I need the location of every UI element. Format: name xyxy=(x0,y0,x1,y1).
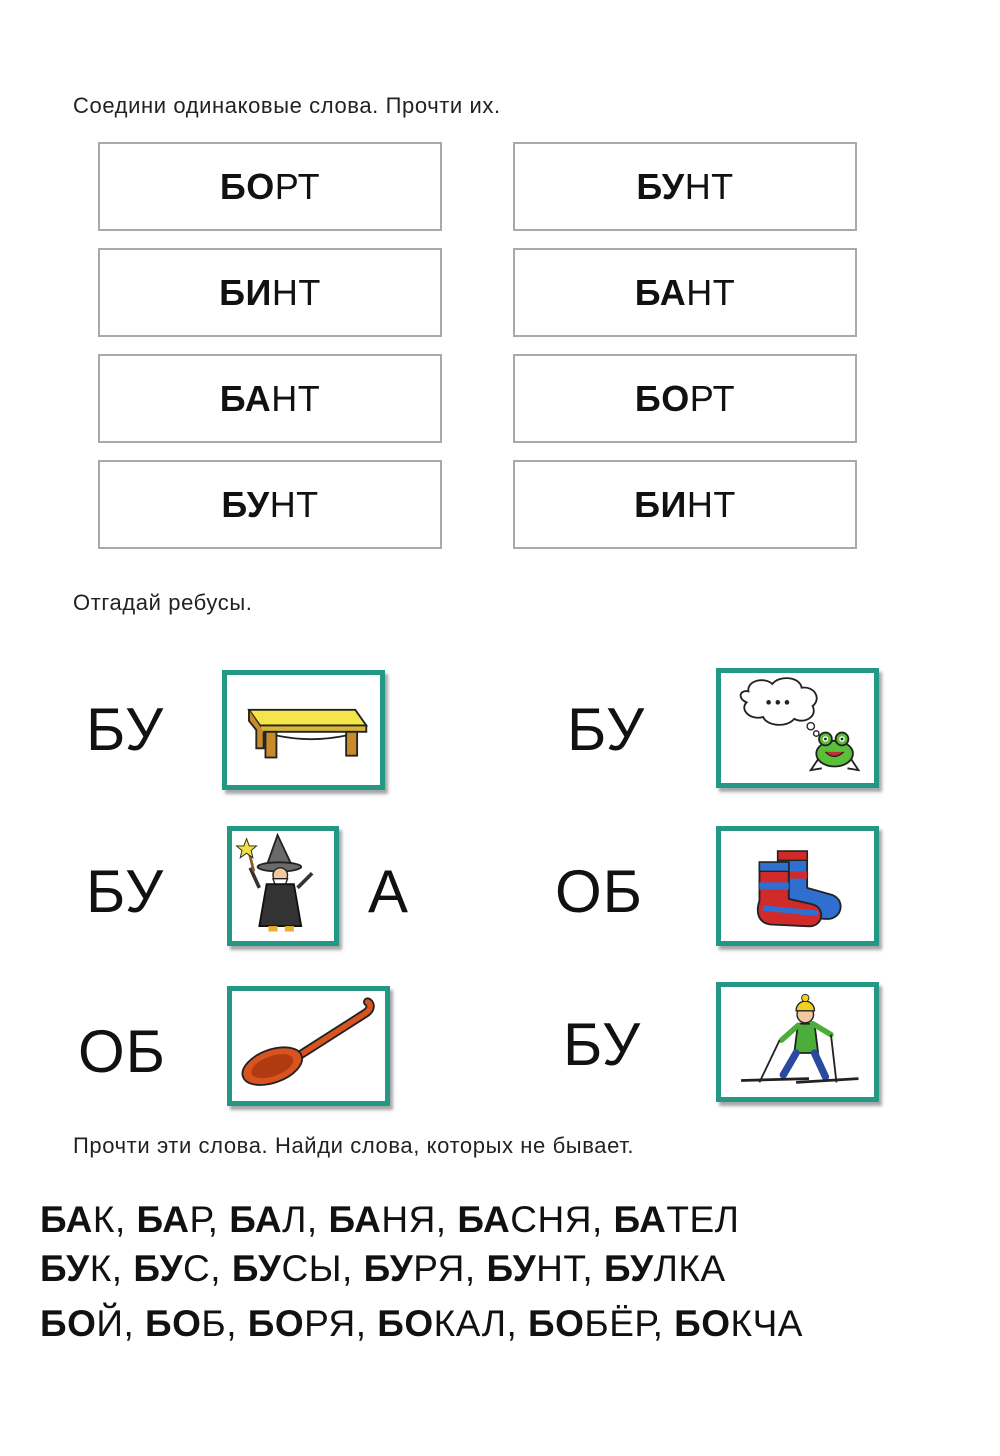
rebus-picture-frame xyxy=(716,668,879,788)
word-bold-part: БУ xyxy=(40,1248,90,1289)
comma-separator: , xyxy=(464,1248,487,1289)
rebus-prefix: БУ xyxy=(563,1011,642,1078)
rebus-picture-frame xyxy=(227,986,390,1106)
rebus-picture-frame xyxy=(222,670,385,790)
word-rest-part: СНЯ xyxy=(510,1199,592,1240)
rebus-prefix: БУ xyxy=(567,696,646,763)
instruction-connect: Соедини одинаковые слова. Прочти их. xyxy=(73,93,501,118)
word-rest-part: НЯ xyxy=(381,1199,436,1240)
word-rest-part: НТ xyxy=(271,377,321,419)
word-bold-part: БА xyxy=(457,1199,511,1240)
word-item[interactable] xyxy=(248,1303,356,1344)
comma-separator: , xyxy=(591,1199,614,1240)
comma-separator: , xyxy=(435,1199,458,1240)
word-rest-part: ЛКА xyxy=(653,1248,726,1289)
rebus-picture-frame xyxy=(716,982,879,1102)
rebus-suffix: А xyxy=(368,858,410,925)
comma-separator: , xyxy=(342,1248,364,1289)
comma-separator: , xyxy=(210,1248,232,1289)
comma-separator: , xyxy=(226,1303,248,1344)
word-line-2 xyxy=(40,1250,726,1287)
word-bold-part: БО xyxy=(40,1303,97,1344)
word-bold-part: БИ xyxy=(634,483,687,525)
word-rest-part: НТ xyxy=(536,1248,583,1289)
word-bold-part: БУ xyxy=(486,1248,537,1289)
rebus-prefix: БУ xyxy=(86,858,165,925)
word-line-1 xyxy=(40,1201,739,1238)
word-item[interactable] xyxy=(137,1199,208,1240)
comma-separator: , xyxy=(306,1199,329,1240)
word-item[interactable] xyxy=(133,1248,210,1289)
word-item[interactable] xyxy=(377,1303,506,1344)
rebus-prefix: ОБ xyxy=(555,858,644,925)
comma-separator: , xyxy=(123,1303,146,1344)
word-bold-part: БО xyxy=(674,1303,731,1344)
word-bold-part: БА xyxy=(229,1199,283,1240)
rebus-prefix: ОБ xyxy=(78,1018,167,1085)
rebus-prefix: БУ xyxy=(86,696,165,763)
word-box-right-3[interactable] xyxy=(513,354,857,443)
comma-separator: , xyxy=(111,1248,134,1289)
word-rest-part: К xyxy=(89,1248,112,1289)
word-rest-part: Й xyxy=(96,1303,124,1344)
word-box-right-4[interactable] xyxy=(513,460,857,549)
word-item[interactable] xyxy=(614,1199,740,1240)
comma-separator: , xyxy=(114,1199,137,1240)
comma-separator: , xyxy=(355,1303,378,1344)
word-rest-part: НТ xyxy=(684,165,734,207)
word-bold-part: БО xyxy=(377,1303,434,1344)
comma-separator: , xyxy=(207,1199,230,1240)
word-bold-part: БО xyxy=(247,1303,305,1344)
word-line-3 xyxy=(40,1305,803,1342)
word-rest-part: РЯ xyxy=(413,1248,465,1289)
wizard-icon xyxy=(232,831,334,941)
word-item[interactable] xyxy=(232,1248,342,1289)
word-item[interactable] xyxy=(528,1303,653,1344)
bench-icon xyxy=(227,675,380,785)
word-bold-part: БУ xyxy=(231,1248,282,1289)
word-rest-part: РЯ xyxy=(304,1303,356,1344)
word-rest-part: НТ xyxy=(269,483,319,525)
socks-icon xyxy=(721,831,874,941)
word-bold-part: БО xyxy=(528,1303,585,1344)
word-bold-part: БА xyxy=(634,271,687,313)
word-bold-part: БО xyxy=(634,377,690,419)
word-item[interactable] xyxy=(674,1303,803,1344)
word-bold-part: БУ xyxy=(636,165,685,207)
word-rest-part: СЫ xyxy=(281,1248,343,1289)
word-rest-part: БЁР xyxy=(584,1303,653,1344)
word-bold-part: БУ xyxy=(603,1248,654,1289)
word-bold-part: БА xyxy=(613,1199,667,1240)
instruction-read: Прочти эти слова. Найди слова, которых не бывает. xyxy=(73,1133,635,1158)
word-box-left-3[interactable] xyxy=(98,354,442,443)
word-rest-part: НТ xyxy=(686,271,736,313)
word-rest-part: РТ xyxy=(689,377,736,419)
word-rest-part: ТЕЛ xyxy=(666,1199,740,1240)
word-bold-part: БА xyxy=(40,1199,93,1240)
skier-icon xyxy=(721,987,874,1097)
word-box-left-1[interactable] xyxy=(98,142,442,231)
word-rest-part: Л xyxy=(282,1199,307,1240)
word-bold-part: БИ xyxy=(219,271,272,313)
frog-thought-bubble-icon xyxy=(721,673,874,783)
rebus-picture-frame xyxy=(227,826,339,946)
word-item[interactable] xyxy=(40,1303,123,1344)
word-box-left-2[interactable] xyxy=(98,248,442,337)
word-item[interactable] xyxy=(145,1303,226,1344)
word-bold-part: БУ xyxy=(133,1248,184,1289)
word-rest-part: НТ xyxy=(686,483,736,525)
word-box-right-2[interactable] xyxy=(513,248,857,337)
word-rest-part: К xyxy=(92,1199,115,1240)
comma-separator: , xyxy=(506,1303,529,1344)
word-bold-part: БА xyxy=(328,1199,382,1240)
word-item[interactable] xyxy=(486,1248,582,1289)
word-bold-part: БА xyxy=(136,1199,190,1240)
rebus-picture-frame xyxy=(716,826,879,946)
word-rest-part: КЧА xyxy=(730,1303,803,1344)
word-item[interactable] xyxy=(40,1248,112,1289)
word-bold-part: БА xyxy=(219,377,272,419)
comma-separator: , xyxy=(652,1303,675,1344)
word-bold-part: БО xyxy=(219,165,275,207)
word-box-right-1[interactable] xyxy=(513,142,857,231)
word-rest-part: КАЛ xyxy=(433,1303,507,1344)
word-item[interactable] xyxy=(604,1248,726,1289)
word-item[interactable] xyxy=(328,1199,435,1240)
word-bold-part: БУ xyxy=(221,483,270,525)
word-rest-part: Б xyxy=(201,1303,227,1344)
word-item[interactable] xyxy=(40,1199,115,1240)
word-item[interactable] xyxy=(229,1199,307,1240)
word-box-left-4[interactable] xyxy=(98,460,442,549)
word-item[interactable] xyxy=(457,1199,592,1240)
word-rest-part: Р xyxy=(189,1199,208,1240)
word-rest-part: НТ xyxy=(271,271,321,313)
word-rest-part: РТ xyxy=(274,165,321,207)
instruction-rebus: Отгадай ребусы. xyxy=(73,590,253,615)
comma-separator: , xyxy=(582,1248,604,1289)
word-rest-part: С xyxy=(183,1248,211,1289)
wooden-spoon-icon xyxy=(232,991,385,1101)
word-item[interactable] xyxy=(364,1248,465,1289)
word-bold-part: БУ xyxy=(363,1248,414,1289)
word-bold-part: БО xyxy=(145,1303,202,1344)
